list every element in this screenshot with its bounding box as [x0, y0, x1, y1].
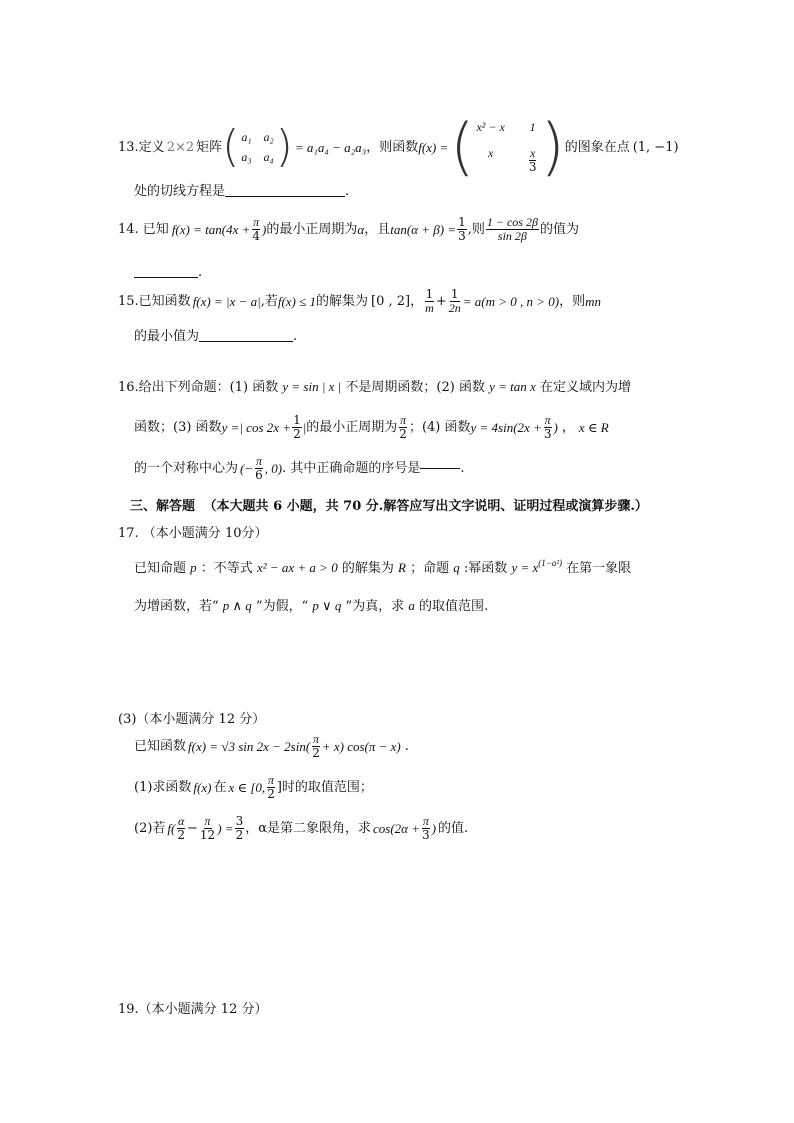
q15-line1: 15.已知函数 f(x) = |x − a| ,若 f(x) ≤ 1 的解集为 [0 , 2] ， $\frac{1}{m}$ + $\frac{1}{2n}$ = a(m > 0 , n > 0) ，则 mn	[118, 287, 602, 315]
q15-interval: [0 , 2]	[371, 293, 411, 309]
matrix-a2: a₂	[263, 130, 274, 144]
q18-pi-over-12: $\frac{\pi}{12}$	[199, 814, 216, 842]
q18-line1: 已知函数 f(x) = √3 sin 2x − 2sin( $\frac{\pi}{2}$ + x) cos(π − x) .	[134, 732, 409, 760]
q15-prefix: 15.已知函数	[118, 293, 191, 309]
q14-alpha: α	[357, 221, 365, 237]
q18-domain: x ∈ [0,	[228, 779, 266, 795]
q18-cos-pi-over-3: $\frac{\pi}{3}$	[422, 814, 430, 842]
q14-one-third: $\frac{1}{3}$	[458, 215, 466, 243]
q19-head: 19.（本小题满分 12 分）	[118, 1002, 268, 1017]
q18-part2: (2)若 f( $\frac{\alpha}{2}$ − $\frac{\pi}{12}$ ) = $\frac{3}{2}$ ， α是第二象限角，求 cos(2α + $\frac{\pi}{3}$ ) 的值.	[134, 814, 469, 842]
q16-half: $\frac{1}{2}$	[293, 413, 301, 441]
matrix-a3: a₃	[241, 150, 252, 164]
section3-heading	[130, 500, 648, 513]
q18-pi-over-2: $\frac{\pi}{2}$	[312, 732, 320, 760]
q13-post: 的图象在点	[564, 139, 630, 155]
q16-answer-blank	[420, 468, 460, 469]
q15-frac-1-2n: $\frac{1}{2n}$	[448, 287, 461, 315]
q15-answer-blank	[199, 341, 293, 342]
q13-line1	[118, 110, 679, 183]
section3-title: 三、解答题	[130, 499, 196, 514]
q16-pi-over-2: $\frac{\pi}{2}$	[399, 413, 407, 441]
q13-fx: f(x) =	[418, 139, 449, 155]
q14-fx: f(x) = tan(4x +	[171, 221, 251, 237]
q14-post: 的值为	[539, 221, 579, 237]
q14-answer-blank	[134, 277, 198, 278]
fmatrix-22: $\frac{x}{3}$	[528, 145, 537, 174]
q16-line3: 的一个对称中心为 (− $\frac{\pi}{6}$ , 0) . 其中正确命题的序号是 .	[134, 454, 465, 482]
q16-y2: y = tan x	[489, 379, 536, 394]
q15-eq: = a(m > 0 , n > 0)	[462, 293, 560, 309]
q13-dims: 2×2	[166, 139, 195, 155]
q17-line1: 已知命题 p ：不等式 x² − ax + a > 0 的解集为 R ；命题 q :幂函数 $y = x^{(1-a^2)}$ 在第一象限	[134, 558, 632, 576]
q18-head: (3)（本小题满分 12 分）	[118, 712, 266, 727]
fmatrix-12: 1	[529, 119, 536, 134]
matrix-a4: a₄	[263, 150, 274, 164]
q18-cos: cos(2α +	[373, 820, 421, 836]
q13-function-matrix: ( x² − x 1 x $\frac{x}{3}$ )	[450, 110, 565, 183]
section3-desc: （本大题共 6 小题，共 70 分.解答应写出文字说明、证明过程或演算步骤.）	[203, 499, 648, 514]
q15-line2: 的最小值为 .	[134, 329, 298, 344]
q14-period-text: 的最小正周期为	[266, 221, 358, 237]
q15-frac-1-m: $\frac{1}{m}$	[425, 287, 434, 315]
q14-prefix: 14. 已知	[118, 221, 169, 237]
q17-power: y = x	[511, 560, 539, 575]
q14-expression: $\frac{1 - \cos 2\beta}{\sin 2\beta}$	[486, 215, 538, 243]
q16-y3: y =| cos 2x +	[221, 419, 292, 435]
q18-part1: (1)求函数 f(x) 在 x ∈ [0, $\frac{\pi}{2}$ ] 时的取值范围；	[134, 773, 373, 801]
q15-fx: f(x) = |x − a|	[192, 293, 261, 309]
q15-mn: mn	[585, 293, 602, 309]
q16-xr: x ∈ R	[578, 419, 609, 435]
q17-or: p ∨ q	[312, 598, 342, 613]
fmatrix-11: x² − x	[476, 119, 505, 134]
q13-line2: 处的切线方程是 .	[134, 184, 350, 199]
q14-tan: tan(α + β) =	[390, 221, 457, 237]
q16-line2: 函数；(3) 函数 y =| cos 2x + $\frac{1}{2}$ | 的最小正周期为 $\frac{\pi}{2}$ ；(4) 函数 y = 4sin(2x + $\frac{\pi}{3}$ ) ， x ∈ R	[134, 413, 609, 441]
q14-line2: .	[134, 266, 202, 279]
q16-pi-over-6: $\frac{\pi}{6}$	[255, 454, 263, 482]
q16-line1: 16.给出下列命题：(1) 函数 y = sin | x | 不是周期函数；(2) 函数 y = tan x 在定义域内为增	[118, 379, 631, 395]
q14-pi-over-4: $\frac{\pi}{4}$	[252, 215, 260, 243]
q17-ineq: x² − ax + a > 0	[256, 560, 338, 575]
q13-line2-text: 处的切线方程是	[134, 184, 226, 199]
q16-pi-over-3: $\frac{\pi}{3}$	[543, 413, 552, 441]
q18-domain-pi-over-2: $\frac{\pi}{2}$	[267, 773, 275, 801]
fmatrix-21: x	[488, 145, 494, 160]
matrix-a1: a₁	[241, 130, 252, 144]
q13-det-rhs: = a₁a₄ − a₂a₃	[294, 139, 367, 155]
q14-line1: 14. 已知 f(x) = tan(4x + $\frac{\pi}{4}$ ) 的最小正周期为 α ，且 tan(α + β) = $\frac{1}{3}$ ,则 $\frac{1 - \cos 2\beta}{\sin 2\beta}$ 的值为	[118, 215, 579, 243]
q16-y4: y = 4sin(2x +	[470, 419, 542, 435]
q13-definition-matrix: ( a₁ a₂ a₃ a₄ )	[222, 121, 293, 172]
q15-ineq: f(x) ≤ 1	[277, 293, 317, 309]
q13-answer-blank	[225, 196, 345, 197]
q18-alpha-over-2: $\frac{\alpha}{2}$	[177, 814, 186, 842]
q16-y1: y = sin | x |	[282, 379, 342, 394]
q13-point: (1, −1)	[632, 139, 679, 155]
q18-fx: f(x) = √3 sin 2x − 2sin(	[188, 738, 311, 754]
q17-head: 17. （本小题满分 10分）	[118, 526, 268, 541]
q17-line2: 为增函数，若“ p ∧ q ”为假，“ p ∨ q ”为真，求 a 的取值范围.	[134, 598, 489, 614]
q17-and: p ∧ q	[222, 598, 252, 613]
q13-then: ，则函数	[366, 139, 419, 155]
q13-prefix: 13.定义	[118, 139, 165, 155]
q18-three-halves: $\frac{3}{2}$	[235, 814, 244, 842]
q13-matrix-word: 矩阵	[196, 139, 223, 155]
